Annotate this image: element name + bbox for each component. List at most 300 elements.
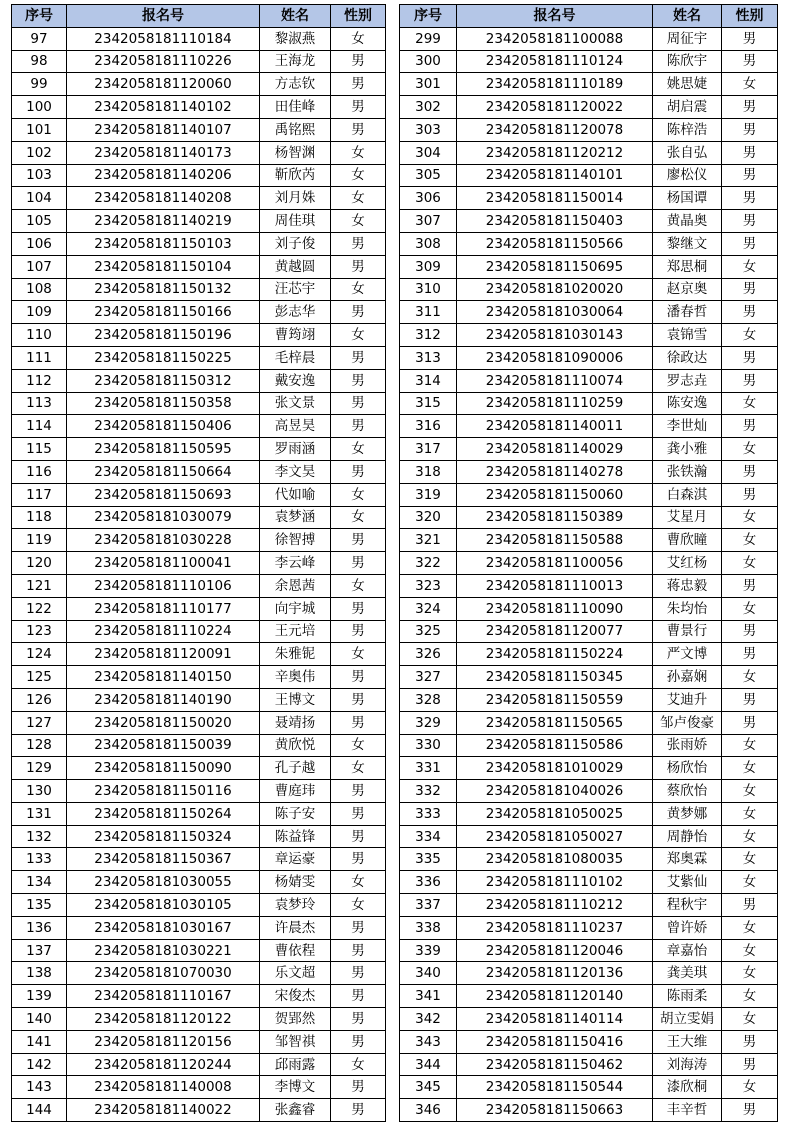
cell-name: 高昱昊 — [260, 415, 331, 438]
table-row — [400, 187, 778, 210]
cell-reg-no: 2342058181110090 — [457, 597, 653, 620]
cell-reg-no: 2342058181150565 — [457, 711, 653, 734]
cell-reg-no: 2342058181150416 — [457, 1030, 653, 1053]
cell-gender: 男 — [331, 232, 386, 255]
cell-name: 刘海涛 — [653, 1053, 722, 1076]
cell-seq: 331 — [400, 757, 457, 780]
table-row — [12, 392, 386, 415]
cell-name: 向宇城 — [260, 597, 331, 620]
cell-reg-no: 2342058181150358 — [67, 392, 260, 415]
cell-name: 姚思婕 — [653, 73, 722, 96]
cell-gender: 女 — [722, 962, 778, 985]
table-row — [400, 802, 778, 825]
cell-name: 彭志华 — [260, 301, 331, 324]
table-row — [12, 757, 386, 780]
cell-seq: 312 — [400, 324, 457, 347]
cell-seq: 144 — [12, 1099, 67, 1122]
header-seq: 序号 — [12, 5, 67, 28]
table-row — [12, 1053, 386, 1076]
cell-seq: 117 — [12, 483, 67, 506]
table-row — [12, 1030, 386, 1053]
cell-reg-no: 2342058181140190 — [67, 688, 260, 711]
cell-gender: 女 — [331, 574, 386, 597]
cell-reg-no: 2342058181120046 — [457, 939, 653, 962]
cell-seq: 105 — [12, 210, 67, 233]
cell-seq: 134 — [12, 871, 67, 894]
cell-gender: 女 — [722, 73, 778, 96]
cell-gender: 男 — [722, 278, 778, 301]
cell-gender: 男 — [722, 643, 778, 666]
cell-name: 艾红杨 — [653, 552, 722, 575]
cell-seq: 320 — [400, 506, 457, 529]
cell-name: 朱均怡 — [653, 597, 722, 620]
cell-seq: 342 — [400, 1008, 457, 1031]
cell-name: 李文昊 — [260, 460, 331, 483]
cell-reg-no: 2342058181010029 — [457, 757, 653, 780]
cell-name: 张铁瀚 — [653, 460, 722, 483]
cell-name: 许晨杰 — [260, 916, 331, 939]
cell-seq: 122 — [12, 597, 67, 620]
cell-reg-no: 2342058181110102 — [457, 871, 653, 894]
cell-seq: 102 — [12, 141, 67, 164]
cell-name: 王元培 — [260, 620, 331, 643]
cell-reg-no: 2342058181110013 — [457, 574, 653, 597]
cell-reg-no: 2342058181150367 — [67, 848, 260, 871]
cell-seq: 344 — [400, 1053, 457, 1076]
table-row — [12, 802, 386, 825]
cell-name: 周征宇 — [653, 27, 722, 50]
cell-gender: 女 — [331, 506, 386, 529]
cell-seq: 308 — [400, 232, 457, 255]
cell-gender: 男 — [331, 415, 386, 438]
cell-name: 张鑫睿 — [260, 1099, 331, 1122]
table-row — [400, 415, 778, 438]
cell-gender: 男 — [722, 711, 778, 734]
cell-name: 廖松仪 — [653, 164, 722, 187]
cell-name: 禹铭熙 — [260, 118, 331, 141]
cell-name: 郑思桐 — [653, 255, 722, 278]
table-row — [400, 1008, 778, 1031]
cell-seq: 327 — [400, 666, 457, 689]
cell-reg-no: 2342058181120122 — [67, 1008, 260, 1031]
cell-name: 曹景行 — [653, 620, 722, 643]
cell-reg-no: 2342058181150132 — [67, 278, 260, 301]
cell-gender: 男 — [331, 780, 386, 803]
cell-reg-no: 2342058181090006 — [457, 346, 653, 369]
cell-reg-no: 2342058181030221 — [67, 939, 260, 962]
cell-name: 陈梓浩 — [653, 118, 722, 141]
cell-reg-no: 2342058181150060 — [457, 483, 653, 506]
table-row — [400, 1030, 778, 1053]
cell-reg-no: 2342058181120212 — [457, 141, 653, 164]
cell-name: 王大维 — [653, 1030, 722, 1053]
table-row — [400, 164, 778, 187]
cell-seq: 313 — [400, 346, 457, 369]
cell-reg-no: 2342058181110237 — [457, 916, 653, 939]
cell-name: 聂靖扬 — [260, 711, 331, 734]
table-row — [400, 757, 778, 780]
header-name: 姓名 — [260, 5, 331, 28]
cell-name: 王海龙 — [260, 50, 331, 73]
cell-gender: 男 — [722, 232, 778, 255]
cell-gender: 女 — [331, 438, 386, 461]
cell-seq: 334 — [400, 825, 457, 848]
cell-name: 白森淇 — [653, 483, 722, 506]
cell-seq: 114 — [12, 415, 67, 438]
cell-gender: 女 — [722, 324, 778, 347]
cell-seq: 103 — [12, 164, 67, 187]
cell-reg-no: 2342058181150664 — [67, 460, 260, 483]
cell-seq: 142 — [12, 1053, 67, 1076]
cell-name: 宋俊杰 — [260, 985, 331, 1008]
cell-gender: 女 — [331, 27, 386, 50]
cell-reg-no: 2342058181150104 — [67, 255, 260, 278]
table-row — [400, 255, 778, 278]
cell-gender: 男 — [722, 118, 778, 141]
cell-seq: 112 — [12, 369, 67, 392]
cell-gender: 女 — [331, 1053, 386, 1076]
table-row — [12, 666, 386, 689]
cell-name: 李博文 — [260, 1076, 331, 1099]
cell-seq: 337 — [400, 894, 457, 917]
cell-name: 方志钦 — [260, 73, 331, 96]
cell-reg-no: 2342058181120078 — [457, 118, 653, 141]
cell-reg-no: 2342058181140219 — [67, 210, 260, 233]
cell-reg-no: 2342058181100088 — [457, 27, 653, 50]
cell-seq: 110 — [12, 324, 67, 347]
cell-seq: 305 — [400, 164, 457, 187]
table-row — [400, 392, 778, 415]
table-row — [12, 460, 386, 483]
cell-seq: 345 — [400, 1076, 457, 1099]
cell-name: 徐智搏 — [260, 529, 331, 552]
cell-seq: 137 — [12, 939, 67, 962]
cell-reg-no: 2342058181150116 — [67, 780, 260, 803]
cell-reg-no: 2342058181030055 — [67, 871, 260, 894]
cell-gender: 男 — [331, 1076, 386, 1099]
cell-gender: 男 — [331, 96, 386, 119]
cell-name: 龚小雅 — [653, 438, 722, 461]
cell-reg-no: 2342058181050025 — [457, 802, 653, 825]
roster-body-left — [12, 27, 386, 1121]
table-row — [12, 1099, 386, 1122]
cell-reg-no: 2342058181120060 — [67, 73, 260, 96]
cell-seq: 299 — [400, 27, 457, 50]
table-row — [12, 780, 386, 803]
cell-name: 徐政达 — [653, 346, 722, 369]
cell-reg-no: 2342058181140101 — [457, 164, 653, 187]
cell-reg-no: 2342058181150663 — [457, 1099, 653, 1122]
cell-gender: 男 — [331, 597, 386, 620]
cell-seq: 307 — [400, 210, 457, 233]
cell-name: 孙嘉娴 — [653, 666, 722, 689]
cell-gender: 男 — [331, 688, 386, 711]
table-row — [400, 916, 778, 939]
cell-gender: 女 — [331, 278, 386, 301]
cell-gender: 男 — [331, 460, 386, 483]
cell-gender: 男 — [331, 939, 386, 962]
cell-seq: 141 — [12, 1030, 67, 1053]
cell-reg-no: 2342058181140150 — [67, 666, 260, 689]
table-row — [400, 985, 778, 1008]
cell-seq: 333 — [400, 802, 457, 825]
cell-gender: 男 — [331, 529, 386, 552]
cell-gender: 女 — [722, 871, 778, 894]
cell-name: 朱雅铌 — [260, 643, 331, 666]
cell-name: 黎继文 — [653, 232, 722, 255]
cell-seq: 316 — [400, 415, 457, 438]
table-row — [400, 688, 778, 711]
cell-reg-no: 2342058181120091 — [67, 643, 260, 666]
cell-gender: 女 — [722, 757, 778, 780]
cell-gender: 男 — [331, 369, 386, 392]
cell-seq: 98 — [12, 50, 67, 73]
table-row — [12, 552, 386, 575]
table-row — [12, 848, 386, 871]
table-row — [400, 574, 778, 597]
cell-gender: 女 — [722, 734, 778, 757]
cell-name: 杨国谭 — [653, 187, 722, 210]
cell-name: 李世灿 — [653, 415, 722, 438]
cell-name: 曹筠翊 — [260, 324, 331, 347]
cell-seq: 120 — [12, 552, 67, 575]
cell-seq: 106 — [12, 232, 67, 255]
cell-gender: 女 — [722, 848, 778, 871]
cell-gender: 女 — [331, 734, 386, 757]
cell-seq: 128 — [12, 734, 67, 757]
cell-name: 毛梓晨 — [260, 346, 331, 369]
cell-gender: 女 — [331, 643, 386, 666]
cell-reg-no: 2342058181150544 — [457, 1076, 653, 1099]
cell-name: 程秋宇 — [653, 894, 722, 917]
cell-name: 辛奥伟 — [260, 666, 331, 689]
cell-gender: 女 — [722, 529, 778, 552]
cell-name: 汪芯宇 — [260, 278, 331, 301]
cell-reg-no: 2342058181120244 — [67, 1053, 260, 1076]
header-gender: 性别 — [331, 5, 386, 28]
cell-gender: 女 — [722, 1076, 778, 1099]
cell-gender: 男 — [722, 574, 778, 597]
table-row — [400, 643, 778, 666]
table-row — [400, 301, 778, 324]
cell-seq: 104 — [12, 187, 67, 210]
cell-gender: 男 — [722, 1053, 778, 1076]
cell-gender: 男 — [722, 1099, 778, 1122]
cell-gender: 男 — [331, 50, 386, 73]
cell-gender: 男 — [722, 187, 778, 210]
table-row — [12, 118, 386, 141]
cell-seq: 118 — [12, 506, 67, 529]
cell-seq: 121 — [12, 574, 67, 597]
table-row — [12, 164, 386, 187]
cell-gender: 男 — [331, 118, 386, 141]
cell-name: 郑奥霖 — [653, 848, 722, 871]
cell-seq: 133 — [12, 848, 67, 871]
cell-seq: 300 — [400, 50, 457, 73]
table-row — [400, 369, 778, 392]
cell-seq: 135 — [12, 894, 67, 917]
table-row — [12, 711, 386, 734]
cell-gender: 女 — [722, 825, 778, 848]
cell-reg-no: 2342058181150225 — [67, 346, 260, 369]
table-row — [12, 346, 386, 369]
table-row — [400, 825, 778, 848]
table-row — [12, 27, 386, 50]
cell-gender: 男 — [331, 985, 386, 1008]
cell-name: 李云峰 — [260, 552, 331, 575]
table-row — [400, 324, 778, 347]
cell-reg-no: 2342058181150039 — [67, 734, 260, 757]
cell-reg-no: 2342058181020020 — [457, 278, 653, 301]
cell-gender: 男 — [722, 301, 778, 324]
cell-reg-no: 2342058181110212 — [457, 894, 653, 917]
cell-seq: 341 — [400, 985, 457, 1008]
cell-gender: 女 — [722, 506, 778, 529]
cell-seq: 115 — [12, 438, 67, 461]
cell-gender: 男 — [722, 483, 778, 506]
cell-reg-no: 2342058181150090 — [67, 757, 260, 780]
cell-reg-no: 2342058181150462 — [457, 1053, 653, 1076]
cell-reg-no: 2342058181030143 — [457, 324, 653, 347]
cell-reg-no: 2342058181150264 — [67, 802, 260, 825]
header-row — [400, 5, 778, 28]
cell-seq: 130 — [12, 780, 67, 803]
cell-name: 曹庭玮 — [260, 780, 331, 803]
cell-name: 杨欣怡 — [653, 757, 722, 780]
cell-reg-no: 2342058181030079 — [67, 506, 260, 529]
cell-name: 龚美琪 — [653, 962, 722, 985]
cell-name: 孔子越 — [260, 757, 331, 780]
table-row — [400, 1099, 778, 1122]
cell-seq: 340 — [400, 962, 457, 985]
cell-name: 张文景 — [260, 392, 331, 415]
cell-name: 田佳峰 — [260, 96, 331, 119]
cell-seq: 132 — [12, 825, 67, 848]
cell-name: 戴安逸 — [260, 369, 331, 392]
cell-seq: 328 — [400, 688, 457, 711]
cell-reg-no: 2342058181150588 — [457, 529, 653, 552]
table-row — [12, 734, 386, 757]
cell-gender: 女 — [722, 552, 778, 575]
cell-seq: 336 — [400, 871, 457, 894]
cell-gender: 女 — [722, 438, 778, 461]
cell-gender: 男 — [331, 255, 386, 278]
cell-seq: 335 — [400, 848, 457, 871]
cell-reg-no: 2342058181120022 — [457, 96, 653, 119]
cell-name: 赵京奥 — [653, 278, 722, 301]
table-row — [12, 985, 386, 1008]
cell-reg-no: 2342058181150559 — [457, 688, 653, 711]
cell-gender: 男 — [331, 1099, 386, 1122]
cell-reg-no: 2342058181150224 — [457, 643, 653, 666]
cell-reg-no: 2342058181150693 — [67, 483, 260, 506]
cell-seq: 338 — [400, 916, 457, 939]
cell-reg-no: 2342058181150166 — [67, 301, 260, 324]
cell-seq: 125 — [12, 666, 67, 689]
cell-gender: 男 — [722, 620, 778, 643]
cell-reg-no: 2342058181140278 — [457, 460, 653, 483]
table-row — [12, 210, 386, 233]
table-row — [12, 688, 386, 711]
cell-name: 艾迪升 — [653, 688, 722, 711]
table-row — [12, 939, 386, 962]
cell-seq: 109 — [12, 301, 67, 324]
header-row — [12, 5, 386, 28]
cell-reg-no: 2342058181140011 — [457, 415, 653, 438]
cell-seq: 143 — [12, 1076, 67, 1099]
cell-reg-no: 2342058181100056 — [457, 552, 653, 575]
cell-gender: 女 — [722, 916, 778, 939]
cell-seq: 309 — [400, 255, 457, 278]
cell-seq: 322 — [400, 552, 457, 575]
header-name: 姓名 — [653, 5, 722, 28]
cell-reg-no: 2342058181110189 — [457, 73, 653, 96]
cell-reg-no: 2342058181110074 — [457, 369, 653, 392]
cell-seq: 315 — [400, 392, 457, 415]
cell-seq: 123 — [12, 620, 67, 643]
cell-gender: 男 — [331, 1030, 386, 1053]
cell-name: 陈益锋 — [260, 825, 331, 848]
cell-name: 陈雨柔 — [653, 985, 722, 1008]
cell-reg-no: 2342058181110124 — [457, 50, 653, 73]
table-row — [400, 734, 778, 757]
table-row — [400, 962, 778, 985]
table-row — [400, 780, 778, 803]
cell-name: 袁锦雪 — [653, 324, 722, 347]
table-row — [400, 894, 778, 917]
cell-reg-no: 2342058181140029 — [457, 438, 653, 461]
cell-seq: 324 — [400, 597, 457, 620]
table-row — [12, 529, 386, 552]
header-reg-no: 报名号 — [457, 5, 653, 28]
cell-gender: 男 — [722, 688, 778, 711]
table-row — [400, 438, 778, 461]
table-row — [12, 643, 386, 666]
cell-seq: 301 — [400, 73, 457, 96]
cell-reg-no: 2342058181140208 — [67, 187, 260, 210]
cell-gender: 男 — [722, 96, 778, 119]
cell-seq: 346 — [400, 1099, 457, 1122]
cell-gender: 男 — [722, 346, 778, 369]
cell-gender: 男 — [722, 1030, 778, 1053]
cell-reg-no: 2342058181110106 — [67, 574, 260, 597]
cell-seq: 319 — [400, 483, 457, 506]
table-row — [400, 529, 778, 552]
cell-gender: 男 — [331, 620, 386, 643]
cell-seq: 330 — [400, 734, 457, 757]
cell-seq: 107 — [12, 255, 67, 278]
cell-name: 曾许娇 — [653, 916, 722, 939]
cell-name: 蒋忠毅 — [653, 574, 722, 597]
table-row — [400, 141, 778, 164]
table-row — [400, 506, 778, 529]
cell-gender: 女 — [331, 483, 386, 506]
cell-gender: 男 — [722, 460, 778, 483]
cell-reg-no: 2342058181150014 — [457, 187, 653, 210]
cell-reg-no: 2342058181100041 — [67, 552, 260, 575]
cell-reg-no: 2342058181140102 — [67, 96, 260, 119]
cell-reg-no: 2342058181150196 — [67, 324, 260, 347]
cell-name: 余恩茜 — [260, 574, 331, 597]
cell-reg-no: 2342058181030228 — [67, 529, 260, 552]
table-row — [400, 552, 778, 575]
table-row — [12, 438, 386, 461]
cell-reg-no: 2342058181120140 — [457, 985, 653, 1008]
table-row — [12, 324, 386, 347]
table-row — [400, 620, 778, 643]
table-row — [12, 894, 386, 917]
table-row — [12, 187, 386, 210]
